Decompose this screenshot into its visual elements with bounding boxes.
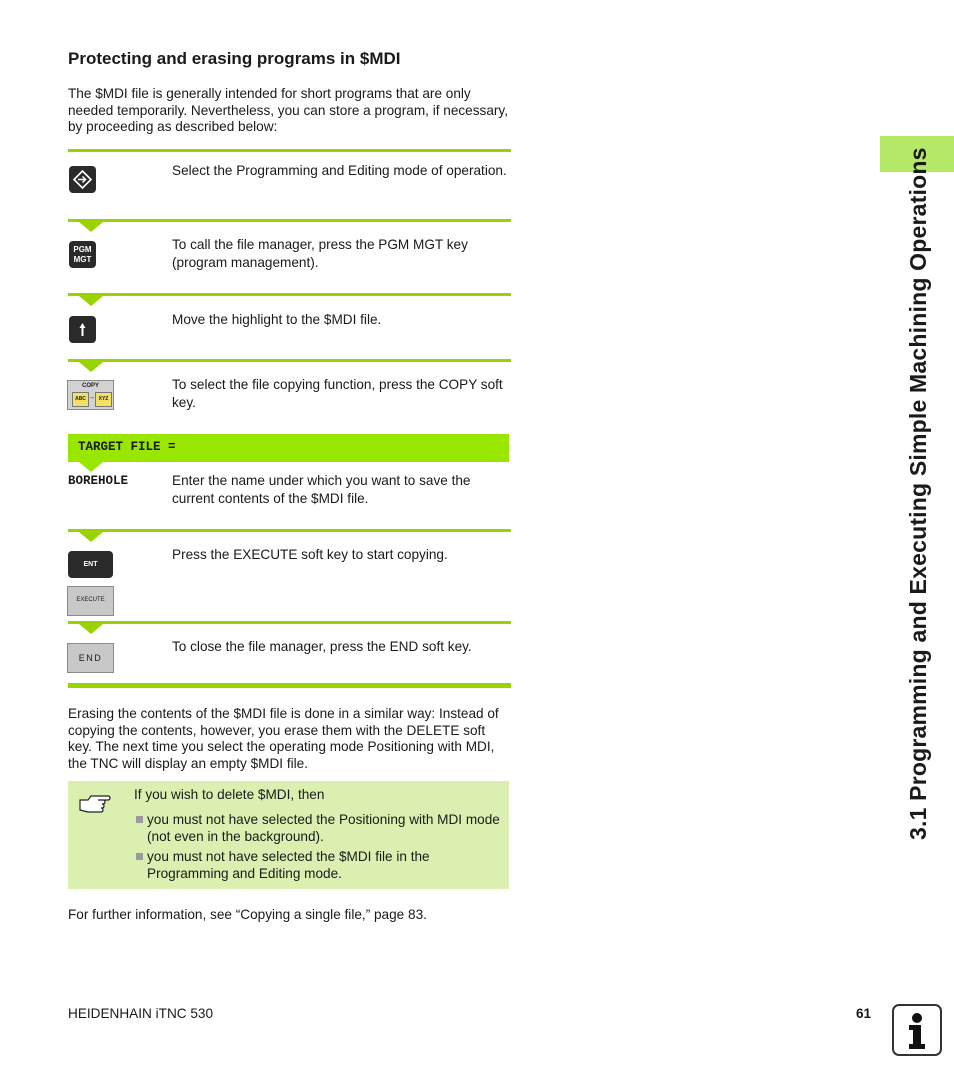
step-arrow-icon — [79, 296, 103, 306]
step-arrow-icon — [79, 462, 103, 472]
ent-key: ENT — [68, 551, 113, 578]
arrow-up-key-icon — [69, 316, 96, 343]
step-3-text: Move the highlight to the $MDI file. — [172, 312, 382, 327]
arrow-right-icon: → — [88, 394, 95, 401]
execute-softkey: EXECUTE — [67, 586, 114, 616]
further-info-text: For further information, see “Copying a single file,” page 83. — [68, 907, 427, 922]
step-divider — [68, 219, 511, 222]
footer-product: HEIDENHAIN iTNC 530 — [68, 1006, 214, 1021]
note-intro: If you wish to delete $MDI, then — [134, 787, 325, 802]
pgm-mgt-key: PGM MGT — [69, 241, 96, 268]
step-1-text: Select the Programming and Editing mode of operation. — [172, 163, 507, 178]
step-2-text: To call the file manager, press the PGM MGT key (program management). — [172, 237, 468, 270]
erase-paragraph: Erasing the contents of the $MDI file is done in a similar way: Instead of copying the contents, however, you erase them with the DELETE soft key. The next time you select the operating mode Positioning with MDI, the TNC will display an empty $MDI file. — [68, 706, 499, 771]
dialog-prompt: TARGET FILE = — [78, 440, 176, 454]
intro-paragraph: The $MDI file is generally intended for short programs that are only needed temporarily. Nevertheless, you can store a program, if necessary, by proceeding as described below: — [68, 86, 508, 134]
step-arrow-icon — [79, 532, 103, 542]
pointing-hand-icon — [78, 791, 112, 822]
note-bullet: you must not have selected the $MDI file in the Programming and Editing mode. — [136, 849, 512, 882]
note-bullet: you must not have selected the Positioning with MDI mode (not even in the background). — [136, 812, 512, 845]
step-4-text: To select the file copying function, press the COPY soft key. — [172, 377, 503, 410]
step-divider — [68, 621, 511, 624]
step-arrow-icon — [79, 362, 103, 372]
step-5-text: Enter the name under which you want to save the current contents of the $MDI file. — [172, 473, 471, 506]
programming-editing-key-icon — [69, 166, 96, 193]
info-icon — [892, 1004, 942, 1056]
dialog-prompt-banner — [68, 434, 509, 462]
step-divider — [68, 149, 511, 152]
section-heading: Protecting and erasing programs in $MDI — [68, 49, 401, 68]
bullet-square-icon — [136, 816, 143, 823]
end-softkey: END — [67, 643, 114, 673]
step-arrow-icon — [79, 624, 103, 634]
step-7-text: To close the file manager, press the END soft key. — [172, 639, 472, 654]
step-arrow-icon — [79, 222, 103, 232]
chapter-title: 3.1 Programming and Executing Simple Machining Operations — [905, 147, 931, 840]
step-divider — [68, 359, 511, 362]
copy-softkey: COPY ABC → XYZ — [67, 380, 114, 410]
bullet-square-icon — [136, 853, 143, 860]
page-number: 61 — [856, 1006, 872, 1021]
step-divider — [68, 529, 511, 532]
steps-end-rule — [68, 683, 511, 688]
step-divider — [68, 293, 511, 296]
step-6-text: Press the EXECUTE soft key to start copying. — [172, 547, 448, 562]
filename-input-value: BOREHOLE — [68, 474, 129, 488]
